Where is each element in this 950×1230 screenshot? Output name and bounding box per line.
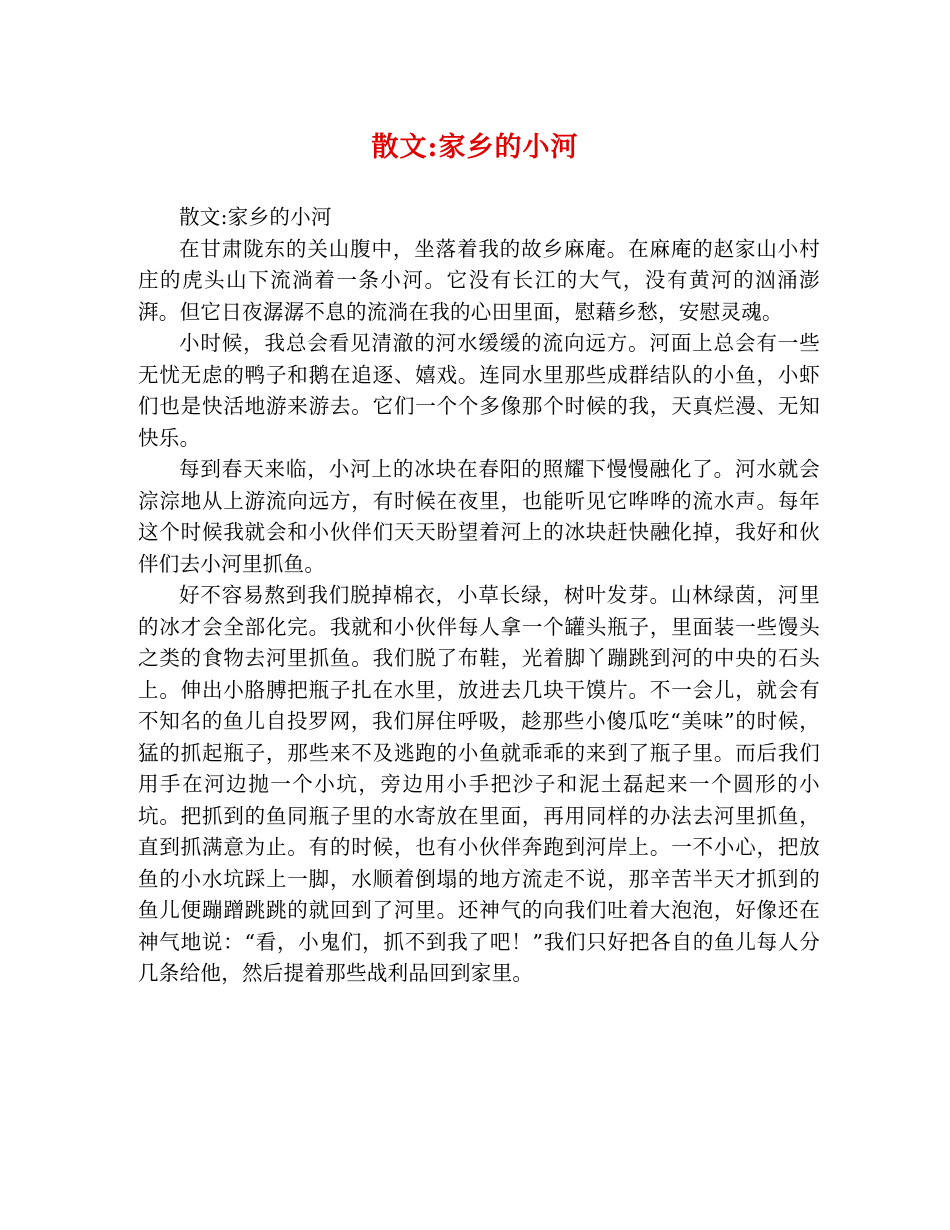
paragraph-subtitle: 散文:家乡的小河: [179, 205, 332, 229]
article-body: [138, 202, 820, 990]
paragraph-spring: 每到春天来临，小河上的冰块在春阳的照耀下慢慢融化了。河水就会淙淙地从上游流向远方，有时候在夜里，也能听见它哗哗的流水声。每年这个时候我就会和小伙伴们天天盼望着河上的冰块赶快融化掉，我好和伙伴们去小河里抓鱼。: [138, 457, 820, 576]
paragraph-intro: 在甘肃陇东的关山腹中，坐落着我的故乡麻庵。在麻庵的赵家山小村庄的虎头山下流淌着一条小河。它没有长江的大气，没有黄河的汹涌澎湃。但它日夜潺潺不息的流淌在我的心田里面，慰藉乡愁，安慰灵魂。: [138, 236, 820, 324]
paragraph-childhood: 小时候，我总会看见清澈的河水缓缓的流向远方。河面上总会有一些无忧无虑的鸭子和鹅在追逐、嬉戏。连同水里那些成群结队的小鱼，小虾们也是快活地游来游去。它们一个个多像那个时候的我，天真烂漫、无知快乐。: [138, 331, 820, 450]
document-title: 散文:家乡的小河: [371, 132, 579, 163]
paragraph-fishing: 好不容易熬到我们脱掉棉衣，小草长绿，树叶发芽。山林绿茵，河里的冰才会全部化完。我就和小伙伴每人拿一个罐头瓶子，里面装一些馒头之类的食物去河里抓鱼。我们脱了布鞋，光着脚丫蹦跳到河的中央的石头上。伸出小胳膊把瓶子扎在水里，放进去几块干馍片。不一会儿，就会有不知名的鱼儿自投罗网，我们屏住呼吸，趁那些小傻瓜吃“美味”的时候，猛的抓起瓶子，那些来不及逃跑的小鱼就乖乖的来到了瓶子里。而后我们用手在河边抛一个小坑，旁边用小手把沙子和泥土磊起来一个圆形的小坑。把抓到的鱼同瓶子里的水寄放在里面，再用同样的办法去河里抓鱼，直到抓满意为止。有的时候，也有小伙伴奔跑到河岸上。一不小心，把放鱼的小水坑踩上一脚，水顺着倒塌的地方流走不说，那辛苦半天才抓到的鱼儿便蹦蹭跳跳的就回到了河里。还神气的向我们吐着大泡泡，好像还在神气地说：“看，小鬼们，抓不到我了吧！”我们只好把各自的鱼儿每人分几条给他，然后提着那些战利品回到家里。: [138, 583, 820, 985]
